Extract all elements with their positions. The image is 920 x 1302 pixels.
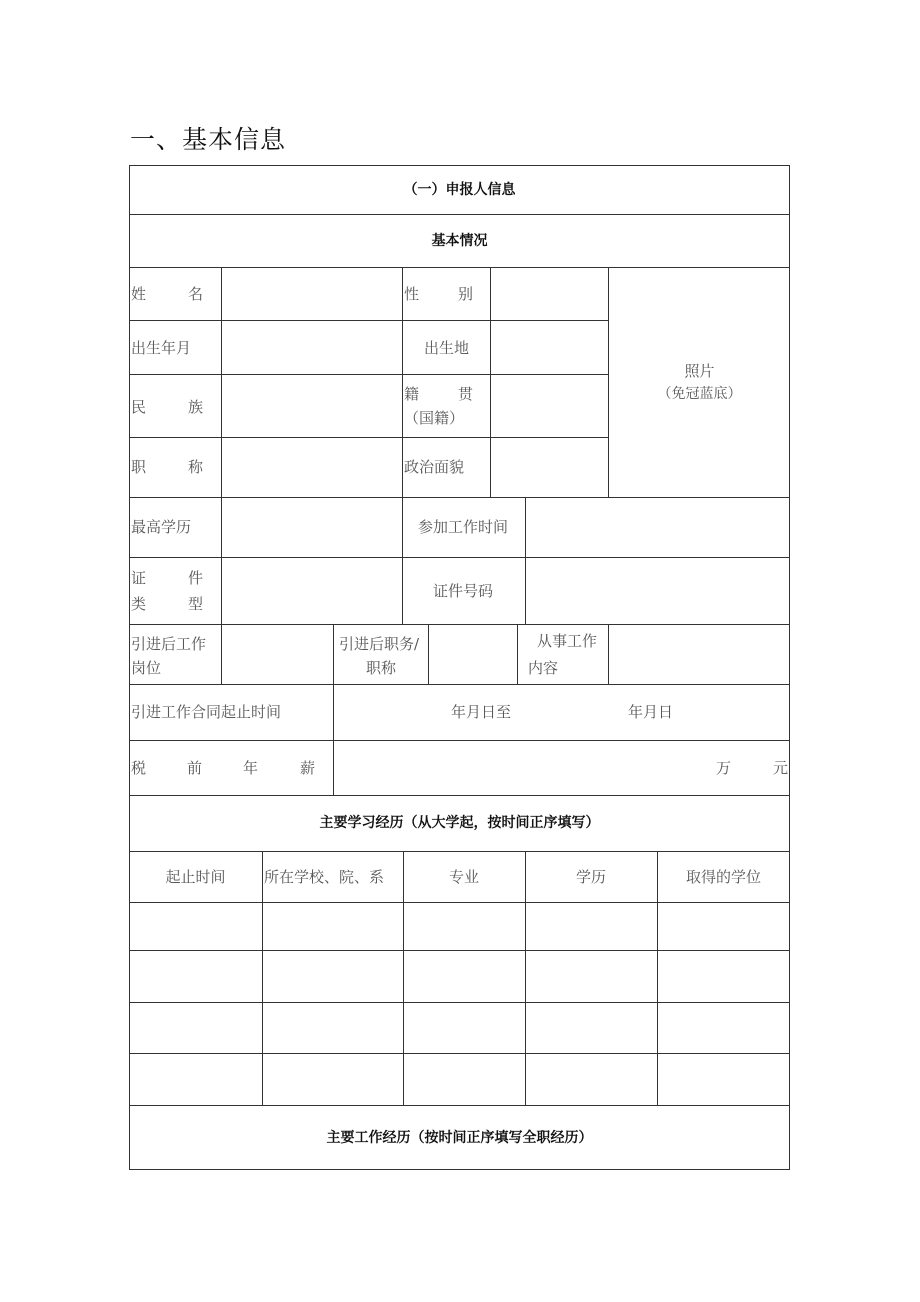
study-title: 主要学习经历（从大学起，按时间正序填写） bbox=[319, 815, 600, 831]
salary-label: 前 bbox=[187, 759, 203, 777]
id-number-label: 证件号码 bbox=[433, 582, 494, 600]
name-field[interactable] bbox=[222, 268, 402, 320]
education-label: 最高学历 bbox=[131, 518, 192, 536]
native-label: 贯 bbox=[458, 385, 474, 403]
content-label: 从事工作 bbox=[537, 632, 598, 650]
row-divider bbox=[129, 851, 790, 852]
work-start-field[interactable] bbox=[526, 498, 790, 557]
contract-to[interactable]: 年月日 bbox=[628, 703, 674, 721]
study-row[interactable] bbox=[129, 1054, 790, 1105]
study-header: 所在学校、院、系 bbox=[264, 868, 385, 886]
salary-label: 薪 bbox=[300, 759, 316, 777]
political-field[interactable] bbox=[491, 438, 608, 497]
title-label: 职 bbox=[131, 458, 147, 476]
id-type-label: 型 bbox=[188, 595, 204, 613]
birth-date-label: 出生年月 bbox=[131, 339, 192, 357]
section-title: （一）申报人信息 bbox=[403, 182, 516, 198]
id-type-label: 件 bbox=[188, 569, 204, 587]
birthplace-label: 出生地 bbox=[424, 339, 470, 357]
education-field[interactable] bbox=[222, 498, 402, 557]
gender-label: 别 bbox=[458, 285, 474, 303]
study-header: 学历 bbox=[575, 868, 606, 886]
salary-label: 年 bbox=[243, 759, 259, 777]
contract-from[interactable]: 年月日至 bbox=[451, 703, 512, 721]
native-label: 籍 bbox=[404, 385, 420, 403]
id-type-field[interactable] bbox=[222, 558, 402, 624]
birth-date-field[interactable] bbox=[222, 321, 402, 374]
study-header: 起止时间 bbox=[165, 868, 226, 886]
row-divider bbox=[129, 1105, 790, 1106]
title-label: 称 bbox=[188, 458, 204, 476]
position-label: 引进后职务/ bbox=[339, 635, 420, 653]
post-label: 岗位 bbox=[131, 659, 162, 677]
ethnic-label: 民 bbox=[131, 398, 147, 416]
study-header: 专业 bbox=[448, 868, 479, 886]
political-label: 政治面貌 bbox=[404, 458, 465, 476]
salary-unit: 万 bbox=[716, 759, 732, 777]
study-header: 取得的学位 bbox=[685, 868, 761, 886]
salary-label: 税 bbox=[131, 759, 147, 777]
col-divider bbox=[333, 624, 334, 684]
id-type-label: 类 bbox=[131, 595, 147, 613]
photo-box[interactable] bbox=[609, 268, 790, 497]
basic-title: 基本情况 bbox=[431, 233, 488, 249]
content-label: 内容 bbox=[528, 659, 559, 677]
title-field[interactable] bbox=[222, 438, 402, 497]
position-label: 职称 bbox=[366, 659, 397, 677]
ethnic-label: 族 bbox=[188, 398, 204, 416]
row-divider bbox=[129, 214, 790, 215]
study-row[interactable] bbox=[129, 903, 790, 950]
row-divider bbox=[129, 684, 790, 685]
work-start-label: 参加工作时间 bbox=[418, 518, 509, 536]
native-field[interactable] bbox=[491, 375, 608, 437]
row-divider bbox=[129, 795, 790, 796]
gender-field[interactable] bbox=[491, 268, 608, 320]
work-title: 主要工作经历（按时间正序填写全职经历） bbox=[326, 1130, 593, 1146]
name-label: 姓 bbox=[131, 285, 147, 303]
study-row[interactable] bbox=[129, 951, 790, 1002]
gender-label: 性 bbox=[404, 285, 420, 303]
col-divider bbox=[517, 624, 518, 684]
post-label: 引进后工作 bbox=[131, 635, 207, 653]
native-label: （国籍） bbox=[404, 409, 465, 427]
page-heading: 一、基本信息 bbox=[130, 125, 287, 154]
salary-unit: 元 bbox=[773, 759, 789, 777]
col-divider bbox=[402, 497, 403, 624]
photo-label: 照片 bbox=[684, 362, 715, 380]
birthplace-field[interactable] bbox=[491, 321, 608, 374]
col-divider bbox=[402, 267, 403, 497]
content-field[interactable] bbox=[609, 625, 790, 684]
position-field[interactable] bbox=[429, 625, 517, 684]
study-row[interactable] bbox=[129, 1003, 790, 1053]
name-label: 名 bbox=[188, 285, 204, 303]
contract-label: 引进工作合同起止时间 bbox=[131, 703, 282, 721]
ethnic-field[interactable] bbox=[222, 375, 402, 437]
photo-note: （免冠蓝底） bbox=[657, 386, 742, 402]
post-field[interactable] bbox=[222, 625, 333, 684]
id-type-label: 证 bbox=[131, 569, 147, 587]
id-number-field[interactable] bbox=[526, 558, 790, 624]
